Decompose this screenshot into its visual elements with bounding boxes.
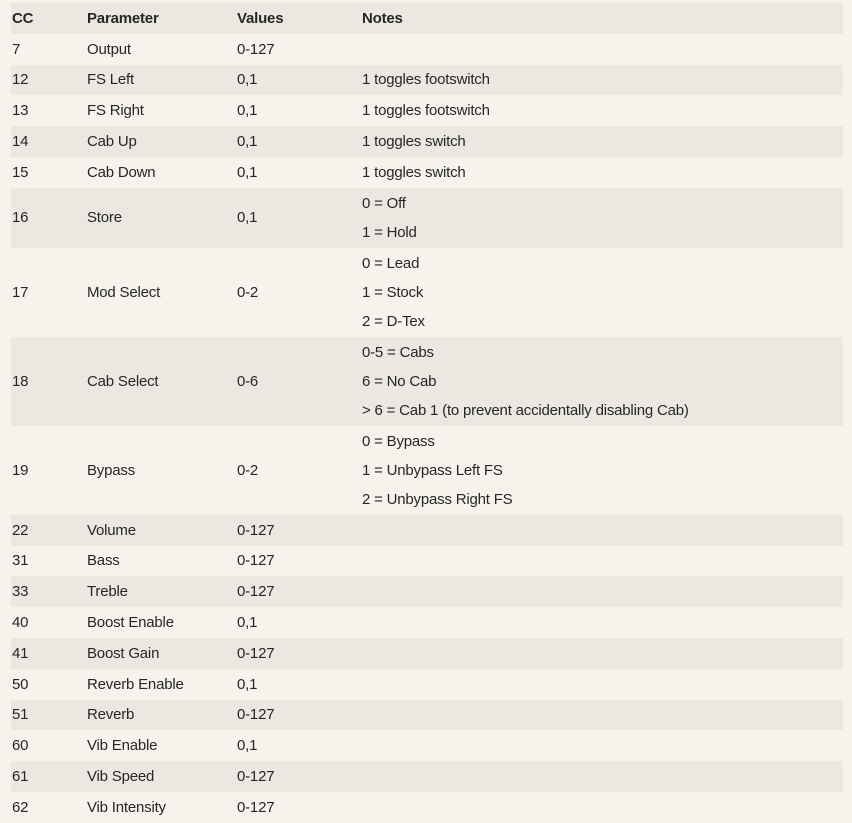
values-cell: 0,1	[237, 737, 258, 755]
table-row	[11, 126, 843, 157]
note-line: 0 = Off	[362, 194, 406, 212]
table-row	[11, 337, 843, 426]
parameter-cell: Volume	[87, 521, 136, 539]
notes-cell	[362, 71, 843, 88]
notes-cell	[362, 164, 843, 181]
parameter-cell: Vib Speed	[87, 768, 155, 786]
table-row	[11, 546, 843, 577]
table-row	[11, 157, 843, 188]
table-row	[11, 638, 843, 669]
note-line: 0 = Bypass	[362, 432, 435, 450]
cc-cell: 12	[12, 71, 29, 89]
note-line: 1 = Unbypass Left FS	[362, 461, 503, 479]
notes-cell	[362, 427, 843, 514]
cc-cell: 18	[12, 372, 29, 390]
cc-cell: 51	[12, 706, 29, 724]
parameter-cell: Bypass	[87, 461, 135, 479]
parameter-cell: Reverb	[87, 706, 135, 724]
values-cell: 0-127	[237, 706, 275, 724]
values-cell: 0,1	[237, 209, 258, 227]
note-line: 1 toggles switch	[362, 133, 466, 151]
table-body	[11, 34, 843, 823]
note-line: 1 toggles footswitch	[362, 71, 490, 89]
cc-cell: 19	[12, 461, 29, 479]
values-cell: 0-127	[237, 583, 275, 601]
cc-cell: 40	[12, 614, 29, 632]
values-cell: 0-6	[237, 372, 259, 390]
parameter-cell: Mod Select	[87, 283, 161, 301]
values-cell: 0,1	[237, 675, 258, 693]
cc-cell: 50	[12, 675, 29, 693]
notes-cell	[362, 189, 843, 247]
table-row	[11, 669, 843, 700]
cc-cell: 7	[12, 40, 21, 58]
cc-cell: 33	[12, 583, 29, 601]
parameter-cell: Vib Intensity	[87, 798, 166, 816]
cc-cell: 62	[12, 798, 29, 816]
cc-cell: 31	[12, 552, 29, 570]
cc-cell: 41	[12, 644, 29, 662]
notes-cell	[362, 338, 843, 425]
values-cell: 0,1	[237, 102, 258, 120]
values-cell: 0,1	[237, 133, 258, 151]
note-line: 6 = No Cab	[362, 372, 437, 390]
table-row	[11, 426, 843, 515]
table-row	[11, 730, 843, 761]
notes-cell	[362, 249, 843, 336]
cc-cell: 17	[12, 283, 29, 301]
table-row	[11, 34, 843, 65]
table-row	[11, 761, 843, 792]
values-cell: 0,1	[237, 614, 258, 632]
values-cell: 0-127	[237, 552, 275, 570]
values-cell: 0-127	[237, 521, 275, 539]
parameter-cell: Boost Gain	[87, 644, 160, 662]
table-row	[11, 188, 843, 248]
cc-cell: 15	[12, 163, 29, 181]
notes-cell	[362, 102, 843, 119]
parameter-cell: Cab Down	[87, 163, 156, 181]
table-header-row	[11, 3, 843, 34]
note-line: 1 = Stock	[362, 283, 424, 301]
values-cell: 0-127	[237, 768, 275, 786]
note-line: 0-5 = Cabs	[362, 343, 434, 361]
parameter-cell: FS Left	[87, 71, 134, 89]
table-row	[11, 700, 843, 731]
values-cell: 0-127	[237, 644, 275, 662]
parameter-cell: Treble	[87, 583, 128, 601]
parameter-cell: Vib Enable	[87, 737, 158, 755]
table-row	[11, 95, 843, 126]
parameter-cell: Boost Enable	[87, 614, 174, 632]
header-notes: Notes	[362, 9, 403, 27]
values-cell: 0-2	[237, 283, 259, 301]
note-line: 1 toggles switch	[362, 163, 466, 181]
header-cc: CC	[12, 9, 34, 27]
note-line: 0 = Lead	[362, 254, 420, 272]
values-cell: 0-127	[237, 798, 275, 816]
cc-cell: 16	[12, 209, 29, 227]
parameter-cell: Cab Up	[87, 133, 137, 151]
values-cell: 0,1	[237, 71, 258, 89]
header-parameter: Parameter	[87, 9, 159, 27]
midi-cc-table	[11, 3, 843, 823]
parameter-cell: FS Right	[87, 102, 144, 120]
table-row	[11, 515, 843, 546]
cc-cell: 60	[12, 737, 29, 755]
cc-cell: 14	[12, 133, 29, 151]
values-cell: 0,1	[237, 163, 258, 181]
table-row	[11, 792, 843, 823]
table-row	[11, 248, 843, 337]
table-row	[11, 607, 843, 638]
values-cell: 0-127	[237, 40, 275, 58]
values-cell: 0-2	[237, 461, 259, 479]
table-row	[11, 576, 843, 607]
parameter-cell: Store	[87, 209, 122, 227]
cc-cell: 13	[12, 102, 29, 120]
notes-cell	[362, 133, 843, 150]
note-line: 1 = Hold	[362, 223, 417, 241]
parameter-cell: Output	[87, 40, 131, 58]
note-line: 2 = D-Tex	[362, 312, 425, 330]
header-values: Values	[237, 9, 284, 27]
parameter-cell: Cab Select	[87, 372, 159, 390]
parameter-cell: Reverb Enable	[87, 675, 184, 693]
table-row	[11, 65, 843, 96]
note-line: > 6 = Cab 1 (to prevent accidentally disabling Cab)	[362, 401, 689, 419]
parameter-cell: Bass	[87, 552, 120, 570]
cc-cell: 22	[12, 521, 29, 539]
note-line: 1 toggles footswitch	[362, 102, 490, 120]
cc-cell: 61	[12, 768, 29, 786]
note-line: 2 = Unbypass Right FS	[362, 490, 513, 508]
